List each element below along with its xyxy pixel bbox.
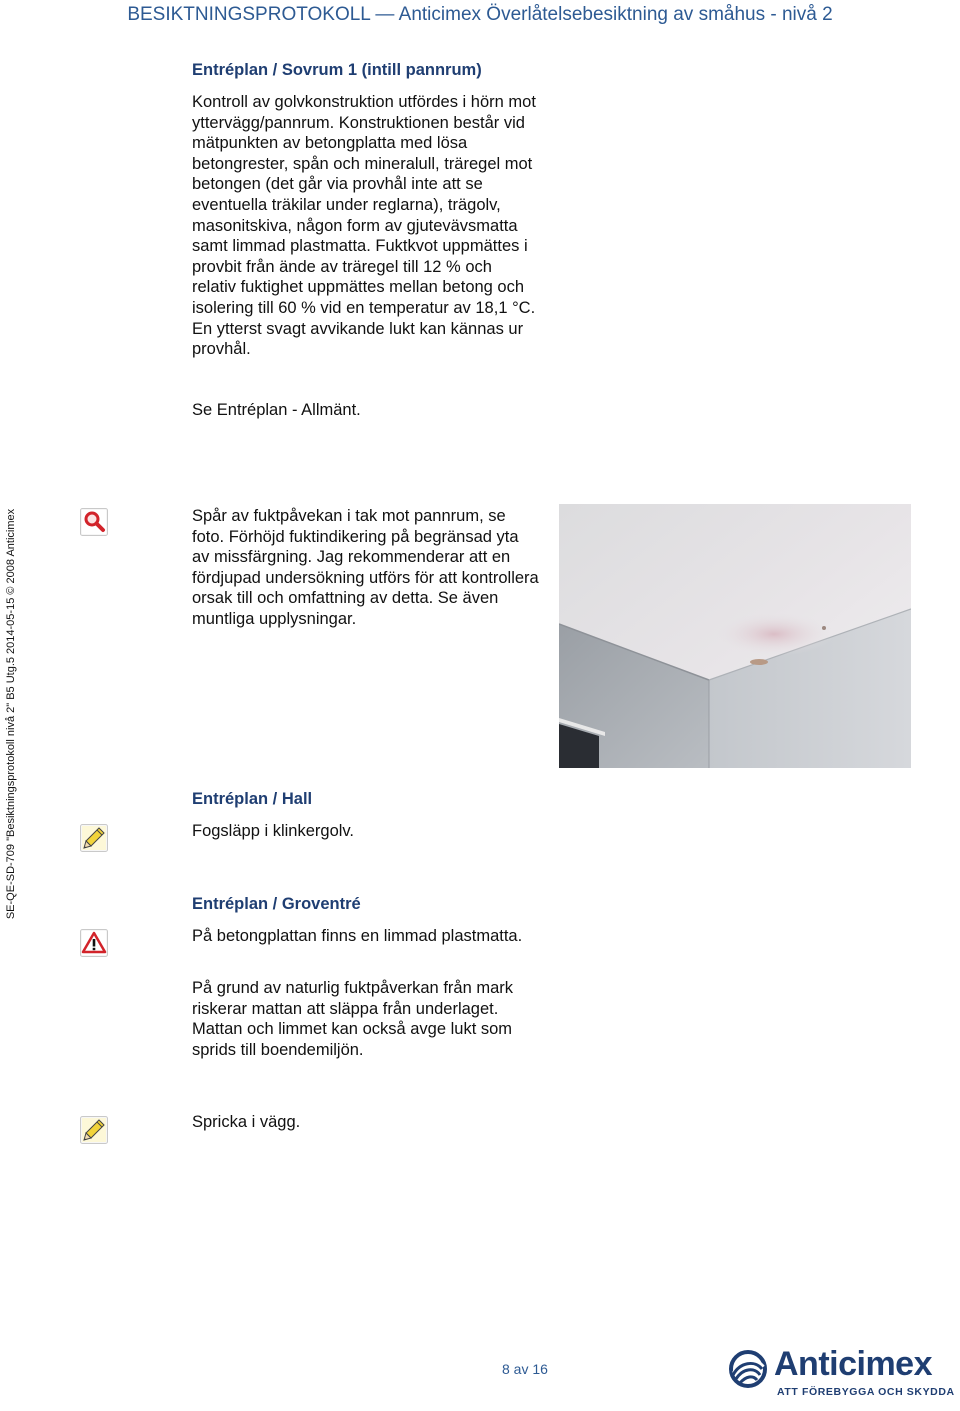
paragraph-spricka: Spricka i vägg. (192, 1113, 301, 1131)
heading-hall: Entréplan / Hall (192, 790, 313, 808)
warning-icon (80, 929, 108, 957)
paragraph-hall: Fogsläpp i klinkergolv. (192, 822, 355, 840)
pencil-icon (80, 824, 108, 852)
side-reference-text: SE-QE-SD-709 "Besiktningsprotokoll nivå 2" B5 Utg.5 2014-05-15 © 2008 Anticimex (5, 508, 17, 920)
logo-swirl-icon (728, 1349, 772, 1393)
reference-sovrum: Se Entréplan - Allmänt. (192, 401, 361, 419)
paragraph-groventre-2: På grund av naturlig fuktpåverkan från mark riskerar mattan att släppa från underlaget. Mattan och limmet kan också avge lukt som sprids till boendemiljön. (192, 979, 514, 1059)
pencil-icon (80, 1116, 108, 1144)
ceiling-photo (559, 504, 911, 768)
paragraph-fuktpavekan: Spår av fuktpåvekan i tak mot pannrum, se foto. Förhöjd fuktindikering på begränsad yta av missfärgning. Jag rekommenderar att en fördjupad undersökning utförs för att kontrollera orsak till och omfattning av detta. Se även muntliga upplysningar. (192, 507, 539, 628)
paragraph-sovrum: Kontroll av golvkonstruktion utfördes i hörn mot yttervägg/pannrum. Konstruktionen består vid mätpunkten av betongplatta med lösa betongrester, spån och mineralull, träregel mot betongen (det går via provhål inte att se eventuella träkilar under reglarna), trägolv, masonitskiva, någon form av gjutevävsmatta samt limmad plastmatta. Fuktkvot uppmättes i provbit från ände av träregel till 12 % och relativ fuktighet uppmättes mellan betong och isolering till 60 % vid en temperatur av 18,1 °C. En ytterst svagt avvikande lukt kan kännas ur provhål. (192, 93, 536, 359)
heading-sovrum: Entréplan / Sovrum 1 (intill pannrum) (192, 61, 482, 79)
magnifier-icon (80, 508, 108, 536)
heading-groventre: Entréplan / Groventré (192, 895, 361, 913)
paragraph-groventre-1: På betongplattan finns en limmad plastmatta. (192, 927, 523, 945)
document-header: BESIKTNINGSPROTOKOLL — Anticimex Överlåtelsebesiktning av småhus - nivå 2 (127, 4, 833, 25)
page-number: 8 av 16 (502, 1361, 548, 1377)
logo-wordmark: Anticimex (774, 1345, 932, 1383)
logo-tagline: ATT FÖREBYGGA OCH SKYDDA (777, 1386, 955, 1398)
anticimex-logo (728, 1345, 955, 1405)
